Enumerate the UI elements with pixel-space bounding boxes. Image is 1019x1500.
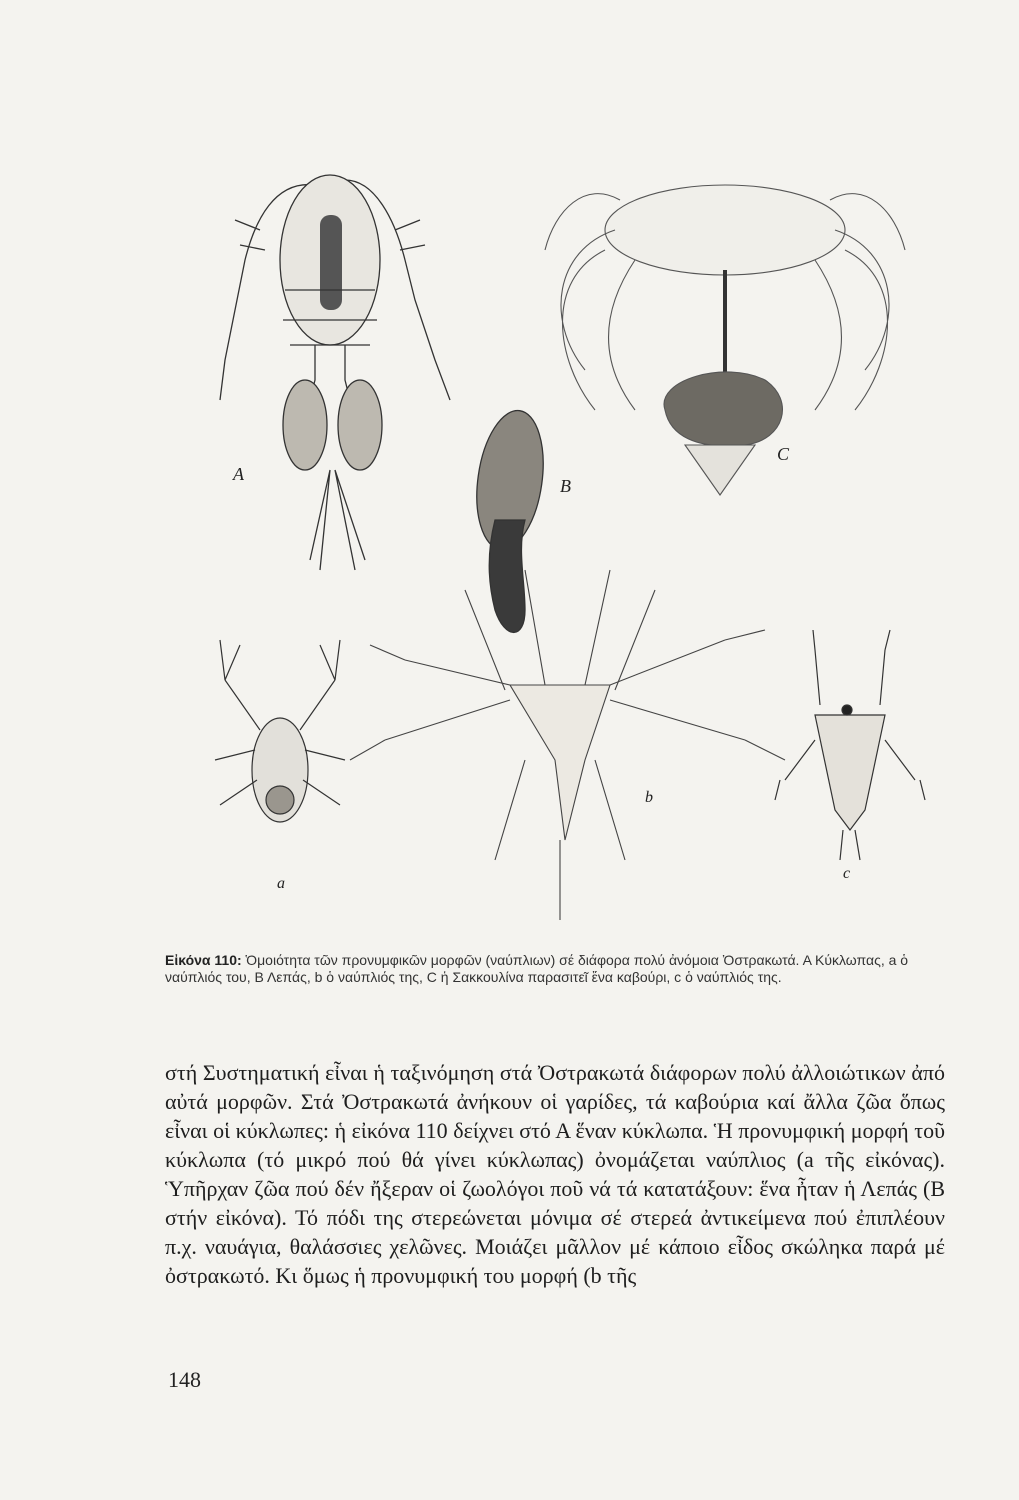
figure-110 — [165, 140, 965, 940]
label-B: B — [560, 476, 571, 496]
lepas-nauplius-illustration — [350, 570, 785, 920]
caption-text: Ὁμοιότητα τῶν προνυμφικῶν μορφῶν (ναύπλιων) σέ διάφορα πολύ ἀνόμοια Ὀστρακωτά. Α Κύκλωπας, a ὁ ναύπλιός του, Β Λεπάς, b ὁ ναύπλιός της, C ἡ Σακκουλίνα παρασιτεῖ ἕνα καβούρι, c ὁ ναύπλιός της. — [165, 952, 909, 985]
label-a: a — [277, 875, 285, 892]
body-paragraph: στή Συστηματική εἶναι ἡ ταξινόμηση στά Ὀστρακωτά διάφορων πολύ ἀλλοιώτικων ἀπό αὐτά μορφῶν. Στά Ὀστρακωτά ἀνήκουν οἱ γαρίδες, τά καβούρια καί ἄλλα ζῶα ὅπως εἶναι οἱ κύκλωπες: ἡ εἰκόνα 110 δείχνει στό Α ἕναν κύκλωπα. Ἡ προνυμφική μορφή τοῦ κύκλωπα (τό μικρό πού θά γίνει κύκλωπας) ὀνομάζεται ναύπλιος (a τῆς εἰκόνας). Ὑπῆρχαν ζῶα πού δέν ἤξεραν οἱ ζωολόγοι ποῦ νά τά κατατάξουν: ἕνα ἦταν ἡ Λεπάς (Β στήν εἰκόνα). Τό πόδι της στερεώνεται μόνιμα σέ στερεά ἀντικείμενα πού ἐπιπλέουν π.χ. ναυάγια, θαλάσσιες χελῶνες. Μοιάζει μᾶλλον μέ κάποιο εἶδος σκώληκα παρά μέ ὀστρακωτό. Κι ὅμως ἡ προνυμφική του μορφή (b τῆς — [165, 1060, 945, 1288]
caption-label: Εἰκόνα 110: — [165, 952, 242, 968]
figure-caption — [165, 952, 965, 986]
label-c: c — [843, 865, 851, 882]
body-text — [165, 1058, 945, 1290]
sacculina-nauplius-illustration — [775, 630, 925, 860]
sacculina-crab-illustration — [545, 185, 905, 495]
label-A: A — [233, 464, 244, 484]
cyclops-illustration — [220, 175, 450, 570]
label-C: C — [777, 444, 790, 464]
lepas-illustration — [469, 406, 552, 632]
page-number: 148 — [168, 1367, 201, 1392]
label-b: b — [645, 789, 653, 806]
cyclops-nauplius-illustration — [215, 640, 345, 822]
